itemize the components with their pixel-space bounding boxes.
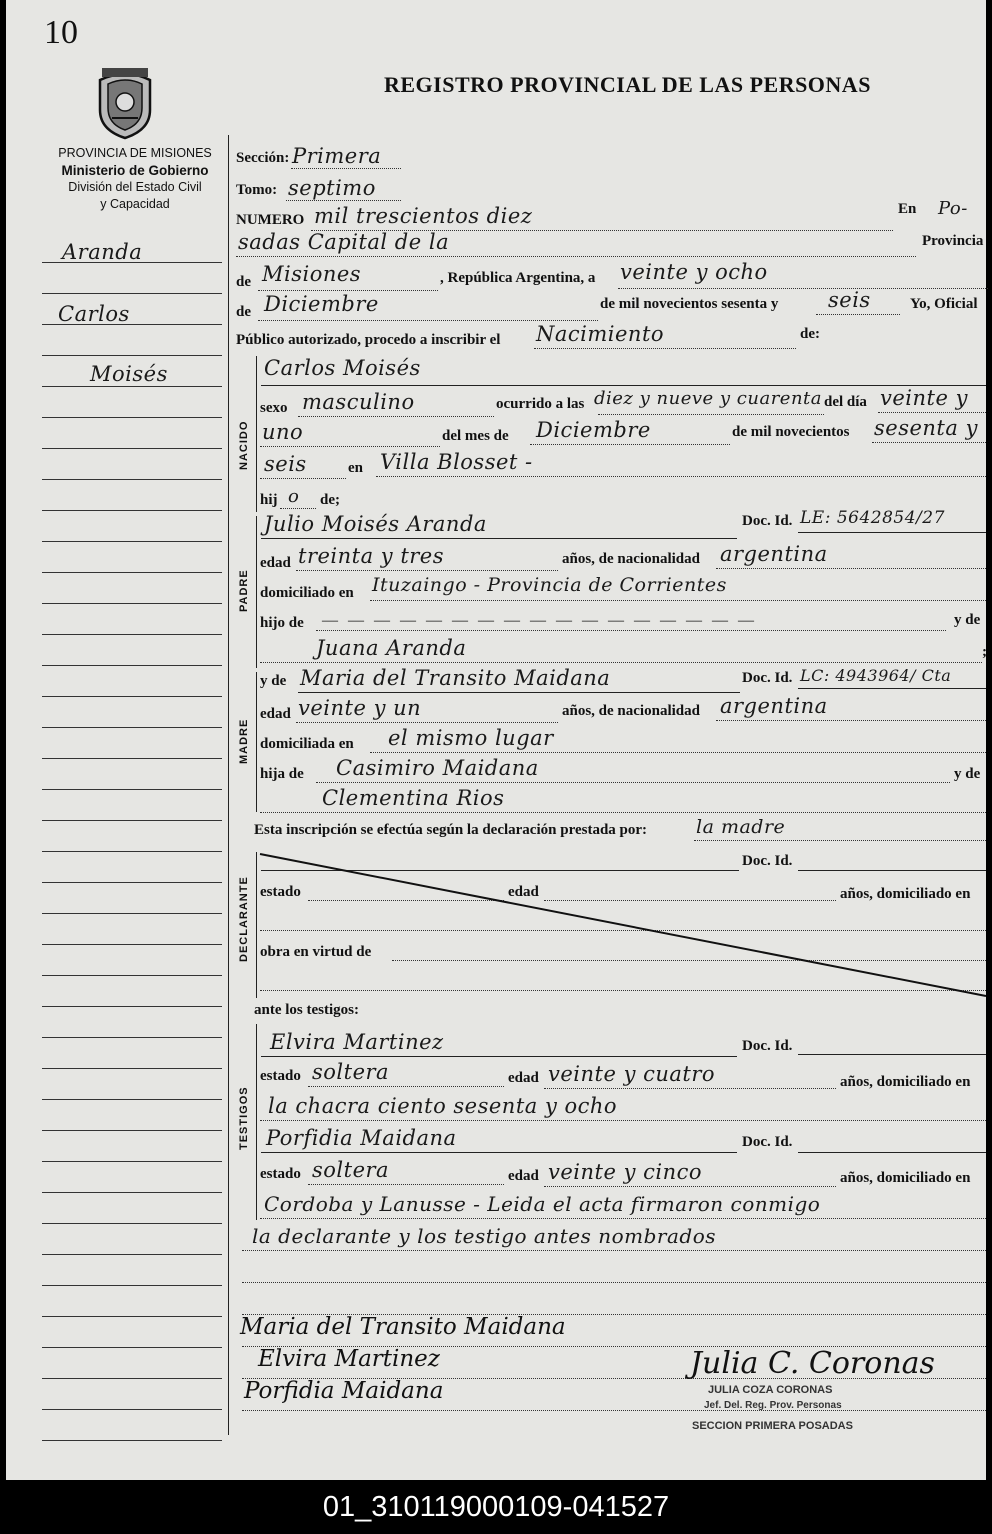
- en-label: En: [898, 201, 917, 217]
- mother-edad-label: edad: [260, 706, 291, 722]
- margin-rule: [42, 510, 222, 511]
- witness1-dom-label: años, domiciliado en: [840, 1074, 971, 1090]
- declarante-dom-label: años, domiciliado en: [840, 886, 971, 902]
- declarante-edad-label: edad: [508, 884, 539, 900]
- mother-yde-label: y de: [260, 673, 287, 689]
- signature-witness2: Porfidia Maidana: [244, 1378, 444, 1404]
- hij-label: hij: [260, 492, 278, 508]
- anio-value: sesenta y: [874, 416, 978, 440]
- madre-tag: MADRE: [238, 718, 250, 764]
- declarante-cancel-stroke: [260, 852, 986, 998]
- mother-nac-label: años, de nacionalidad: [562, 703, 700, 719]
- margin-rule: [42, 789, 222, 790]
- margin-rule: [42, 851, 222, 852]
- witness1-doc-label: Doc. Id.: [742, 1038, 793, 1054]
- official-stamp-section: SECCION PRIMERA POSADAS: [692, 1420, 853, 1432]
- office-division: División del Estado Civil: [68, 180, 202, 194]
- margin-rule: [42, 479, 222, 480]
- mother-yde2-label: y de: [954, 766, 981, 782]
- declaracion-value: la madre: [696, 816, 786, 838]
- closing-text: la declarante y los testigo antes nombrados: [252, 1224, 716, 1248]
- father-doc-value: LE: 5642854/27: [800, 508, 945, 528]
- signature-witness1: Elvira Martinez: [258, 1346, 440, 1372]
- declaracion-text: Esta inscripción se efectúa según la declaración prestada por:: [254, 822, 648, 838]
- margin-divider: [228, 135, 229, 1435]
- father-edad-value: treinta y tres: [298, 544, 445, 568]
- witness2-dom-label: años, domiciliado en: [840, 1170, 971, 1186]
- father-edad-label: edad: [260, 555, 291, 571]
- margin-rule: [42, 603, 222, 604]
- mes-label: del mes de: [442, 428, 509, 444]
- mother-name: Maria del Transito Maidana: [300, 666, 611, 690]
- act-type-value: Nacimiento: [536, 322, 665, 346]
- margin-rule: [42, 1409, 222, 1410]
- document-title: REGISTRO PROVINCIAL DE LAS PERSONAS: [384, 72, 871, 97]
- testigos-intro: ante los testigos:: [254, 1002, 359, 1018]
- dia-value: veinte y: [880, 386, 968, 410]
- margin-rule: [42, 1068, 222, 1069]
- birthplace-en-label: en: [348, 460, 363, 476]
- hij-value: o: [288, 486, 300, 507]
- father-doc-label: Doc. Id.: [742, 513, 793, 529]
- witness1-edad-label: edad: [508, 1070, 539, 1086]
- margin-rule: [42, 1037, 222, 1038]
- margin-rule: [42, 448, 222, 449]
- mother-hija-label: hija de: [260, 766, 304, 782]
- margin-second-name: Moisés: [90, 362, 168, 386]
- declarante-obra-label: obra en virtud de: [260, 944, 372, 960]
- father-mother-value: Juana Aranda: [316, 636, 467, 660]
- oficial-label: Yo, Oficial: [910, 296, 978, 312]
- witness1-estado-label: estado: [260, 1068, 301, 1084]
- declarante-estado-label: estado: [260, 884, 301, 900]
- signature-official: Julia C. Coronas: [690, 1346, 935, 1381]
- dia-value-cont: uno: [262, 420, 304, 444]
- anio-label: de mil novecientos: [732, 424, 850, 440]
- sexo-label: sexo: [260, 400, 288, 416]
- padre-tag: PADRE: [238, 569, 250, 612]
- father-parent-dash: — — — — — — — — — — — — — — — — —: [322, 612, 757, 629]
- margin-rule: [42, 1316, 222, 1317]
- tomo-value: septimo: [288, 176, 376, 200]
- de2-label: de: [236, 304, 251, 320]
- numero-value: mil trescientos diez: [314, 204, 533, 228]
- hora-value: diez y nueve y cuarenta: [594, 388, 823, 409]
- sexo-value: masculino: [302, 390, 415, 414]
- margin-rule: [42, 758, 222, 759]
- margin-first-name: Carlos: [58, 302, 130, 326]
- scan-identifier: 01_310119000109-041527: [0, 1480, 992, 1534]
- issuing-office: [40, 145, 230, 213]
- year-value: seis: [828, 288, 871, 312]
- official-stamp-title: Jef. Del. Reg. Prov. Personas: [704, 1400, 842, 1411]
- margin-rule: [42, 1099, 222, 1100]
- margin-rule: [42, 820, 222, 821]
- witness2-dom-value: Cordoba y Lanusse - Leida el acta firmaron conmigo: [264, 1192, 821, 1216]
- office-ministry: Ministerio de Gobierno: [61, 163, 209, 178]
- margin-rule: [42, 572, 222, 573]
- day-value: veinte y ocho: [620, 260, 768, 284]
- province-value: Misiones: [262, 262, 362, 286]
- office-province: PROVINCIA DE MISIONES: [58, 146, 212, 160]
- witness2-estado-value: soltera: [312, 1158, 390, 1182]
- de1-label: de: [236, 274, 251, 290]
- seccion-label: Sección:: [236, 150, 290, 166]
- birthplace-value: Villa Blosset -: [380, 450, 533, 474]
- folio-number: 10: [44, 14, 78, 51]
- year-label: de mil novecientos sesenta y: [600, 296, 779, 312]
- witness2-estado-label: estado: [260, 1166, 301, 1182]
- witness1-name: Elvira Martinez: [270, 1030, 444, 1054]
- margin-rule: [42, 727, 222, 728]
- mother-dom-label: domiciliada en: [260, 736, 354, 752]
- margin-rule: [42, 1440, 222, 1441]
- declarante-tag: DECLARANTE: [238, 876, 250, 962]
- margin-rule: [42, 1192, 222, 1193]
- nacido-tag: NACIDO: [238, 420, 250, 470]
- margin-rule: [42, 1285, 222, 1286]
- witness2-edad-label: edad: [508, 1168, 539, 1184]
- republica-label: , República Argentina, a: [440, 270, 596, 286]
- father-yde-label: y de: [954, 612, 981, 628]
- mother-edad-value: veinte y un: [298, 696, 422, 720]
- anio-value-cont: seis: [264, 452, 307, 476]
- father-name: Julio Moisés Aranda: [264, 512, 487, 536]
- witness2-doc-label: Doc. Id.: [742, 1134, 793, 1150]
- official-stamp-name: JULIA COZA CORONAS: [708, 1384, 833, 1396]
- seccion-value: Primera: [292, 144, 382, 168]
- hij-de-label: de;: [320, 492, 340, 508]
- margin-rule: [42, 975, 222, 976]
- margin-rule: [42, 882, 222, 883]
- child-name: Carlos Moisés: [264, 356, 421, 380]
- mother-doc-value: LC: 4943964/ Cta: [800, 666, 952, 685]
- margin-rule: [42, 1130, 222, 1131]
- tomo-label: Tomo:: [236, 182, 278, 198]
- margin-rule: [42, 541, 222, 542]
- numero-label: NUMERO: [236, 212, 305, 228]
- margin-rule: [42, 665, 222, 666]
- margin-rule: [42, 696, 222, 697]
- mes-value: Diciembre: [536, 418, 651, 442]
- margin-rule: [42, 944, 222, 945]
- city-value: sadas Capital de la: [238, 230, 450, 254]
- margin-rule: [42, 293, 222, 294]
- declarante-doc-label: Doc. Id.: [742, 853, 793, 869]
- month-value: Diciembre: [264, 292, 379, 316]
- witness1-dom-value: la chacra ciento sesenta y ocho: [268, 1094, 618, 1118]
- father-nac-value: argentina: [720, 542, 828, 566]
- margin-rule: [42, 1378, 222, 1379]
- mother-nac-value: argentina: [720, 694, 828, 718]
- margin-rule: [42, 913, 222, 914]
- signature-declarante: Maria del Transito Maidana: [240, 1314, 566, 1340]
- ocurrido-label: ocurrido a las: [496, 396, 585, 412]
- father-nac-label: años, de nacionalidad: [562, 551, 700, 567]
- office-capacity: y Capacidad: [100, 197, 170, 211]
- coat-of-arms-icon: [92, 66, 158, 140]
- mother-father-value: Casimiro Maidana: [336, 756, 539, 780]
- margin-rule: [42, 1254, 222, 1255]
- del-dia-label: del día: [824, 394, 867, 410]
- provincia-label: Provincia: [922, 233, 984, 249]
- witness2-name: Porfidia Maidana: [266, 1126, 457, 1150]
- father-dom-label: domiciliado en: [260, 585, 354, 601]
- witness2-edad-value: veinte y cinco: [548, 1160, 703, 1184]
- margin-rule: [42, 634, 222, 635]
- margin-rule: [42, 1223, 222, 1224]
- margin-rule: [42, 386, 222, 387]
- margin-rule: [42, 417, 222, 418]
- en-value: Po-: [938, 198, 968, 219]
- father-hijo-label: hijo de: [260, 615, 304, 631]
- margin-rule: [42, 1161, 222, 1162]
- father-dom-value: Ituzaingo - Provincia de Corrientes: [372, 574, 727, 596]
- witness1-edad-value: veinte y cuatro: [548, 1062, 716, 1086]
- mother-dom-value: el mismo lugar: [388, 726, 554, 750]
- publico-label: Público autorizado, procedo a inscribir el: [236, 332, 501, 348]
- de3-label: de:: [800, 326, 820, 342]
- father-semicolon: ;: [982, 644, 987, 660]
- mother-doc-label: Doc. Id.: [742, 670, 793, 686]
- margin-rule: [42, 355, 222, 356]
- testigos-tag: TESTIGOS: [238, 1086, 250, 1150]
- margin-surname: Aranda: [62, 240, 143, 264]
- margin-rule: [42, 1006, 222, 1007]
- mother-mother-value: Clementina Rios: [322, 786, 505, 810]
- margin-rule: [42, 1347, 222, 1348]
- certificate-page: [6, 0, 986, 1480]
- witness1-estado-value: soltera: [312, 1060, 390, 1084]
